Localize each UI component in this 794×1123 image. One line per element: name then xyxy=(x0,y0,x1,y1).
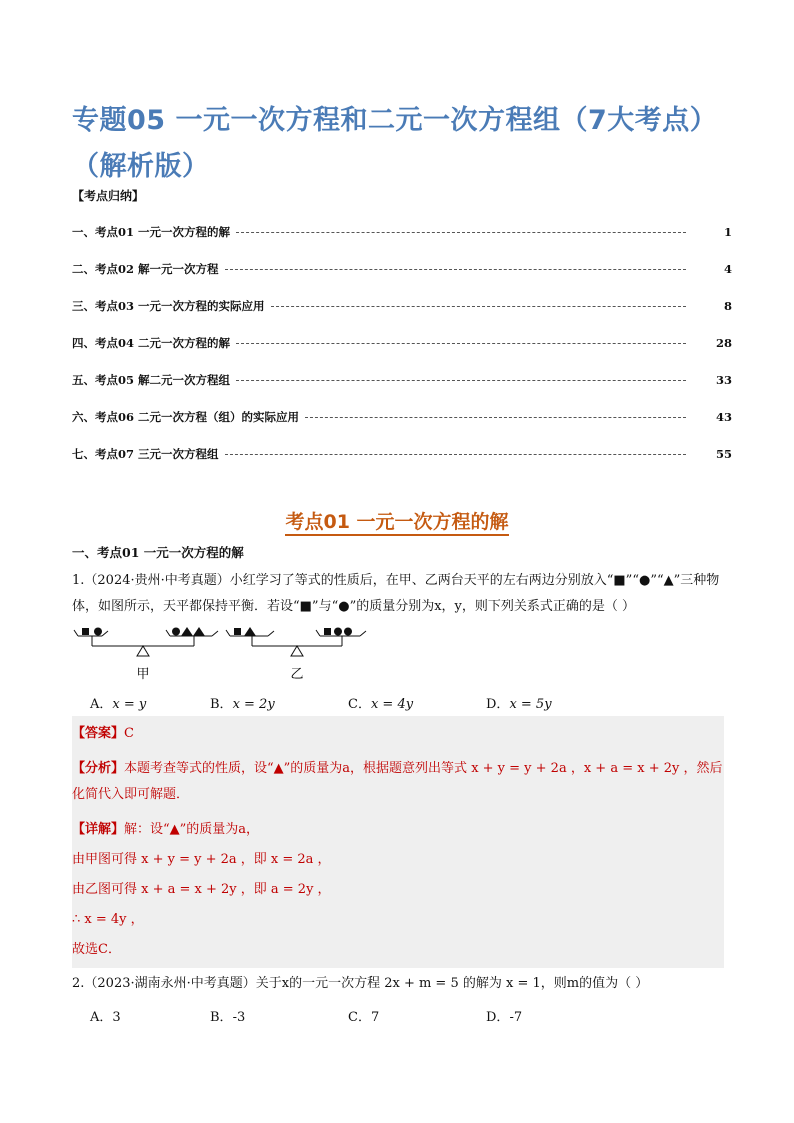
option-letter: A． xyxy=(90,697,113,712)
option-expr: 3 xyxy=(112,1010,121,1025)
toc-label: 五、考点05 解二元一次方程组 xyxy=(72,373,231,387)
detail-line-3: 由乙图可得 x + a = x + 2y ，即 a = 2y ， xyxy=(72,882,331,897)
circle-shape xyxy=(344,628,352,636)
option-letter: B． xyxy=(210,697,233,712)
question-1-text: 1.（2024·贵州·中考真题）小红学习了等式的性质后，在甲、乙两台天平的左右两边分别放入“■”“●”“▲”三种物体，如图所示，天平都保持平衡．若设“■”与“●”的质量分别为x，y，则下列关系式正确的是（ ） xyxy=(72,573,720,614)
option-letter: A． xyxy=(90,1010,113,1025)
document-title xyxy=(72,98,752,190)
option-expr: x = 5y xyxy=(509,697,552,712)
question-2-text: 2.（2023·湖南永州·中考真题）关于x的一元一次方程 2x + m = 5 的解为 x = 1，则m的值为（ ） xyxy=(72,976,649,991)
toc-leader xyxy=(236,380,686,381)
toc-row[interactable] xyxy=(72,335,732,372)
balance-jia xyxy=(74,627,218,682)
toc-leader xyxy=(271,306,686,307)
detail-line-2: 由甲图可得 x + y = y + 2a ，即 x = 2a ， xyxy=(72,852,331,867)
toc-label: 三、考点03 一元一次方程的实际应用 xyxy=(72,299,265,313)
answer-value: C xyxy=(124,726,134,741)
detail-line-4: ∴ x = 4y ， xyxy=(72,912,144,927)
toc-leader xyxy=(305,417,686,418)
toc-page-number: 28 xyxy=(715,336,732,350)
triangle-shape xyxy=(244,627,256,636)
sub-heading: 一、考点01 一元一次方程的解 xyxy=(72,545,244,560)
toc-page-number: 4 xyxy=(723,262,732,276)
toc-page-number: 33 xyxy=(715,373,732,387)
square-shape xyxy=(82,628,89,635)
toc-label: 六、考点06 二元一次方程（组）的实际应用 xyxy=(72,410,300,424)
figure-label-jia: 甲 xyxy=(136,667,150,682)
toc-leader xyxy=(236,343,686,344)
option-expr: -7 xyxy=(509,1010,523,1025)
option-d[interactable] xyxy=(486,693,552,712)
option-a[interactable] xyxy=(90,1006,121,1025)
solution-box xyxy=(72,716,724,968)
toc-page-number: 8 xyxy=(723,299,732,313)
option-expr: x = 4y xyxy=(370,697,414,712)
option-b[interactable] xyxy=(210,1006,245,1025)
option-letter: D． xyxy=(486,1010,510,1025)
toc-leader xyxy=(225,269,686,270)
summary-heading: 【考点归纳】 xyxy=(72,189,145,203)
toc-leader xyxy=(236,232,686,233)
circle-shape xyxy=(172,628,180,636)
option-expr: x = 2y xyxy=(232,697,275,712)
toc-row[interactable] xyxy=(72,298,732,335)
toc-row[interactable] xyxy=(72,446,732,483)
toc-row[interactable] xyxy=(72,261,732,298)
detail-line-5: 故选C． xyxy=(72,942,121,957)
triangle-shape xyxy=(181,627,193,636)
option-letter: B． xyxy=(210,1010,233,1025)
option-c[interactable] xyxy=(348,1006,379,1025)
toc-label: 四、考点04 二元一次方程的解 xyxy=(72,336,231,350)
analysis-line xyxy=(72,756,724,808)
option-b[interactable] xyxy=(210,693,275,712)
balance-scales-figure xyxy=(72,624,372,684)
option-letter: D． xyxy=(486,697,510,712)
circle-shape xyxy=(94,628,102,636)
section-title-text: 考点01 一元一次方程的解 xyxy=(285,511,508,536)
analysis-tag: 【分析】 xyxy=(72,761,125,776)
option-letter: C． xyxy=(348,697,371,712)
toc-row[interactable] xyxy=(72,224,732,261)
figure-label-yi: 乙 xyxy=(290,667,304,682)
question-2-options xyxy=(90,1006,690,1030)
answer-line xyxy=(72,724,724,744)
answer-tag: 【答案】 xyxy=(72,726,125,741)
detail-line xyxy=(72,820,724,840)
square-shape xyxy=(234,628,241,635)
toc-label: 七、考点07 三元一次方程组 xyxy=(72,447,219,461)
section-title xyxy=(0,507,794,534)
title-line-1: 专题05 一元一次方程和二元一次方程组（7大考点） xyxy=(72,105,718,136)
question-1-options xyxy=(90,693,690,717)
detail-tag: 【详解】 xyxy=(72,822,125,837)
analysis-text: 本题考查等式的性质，设“▲”的质量为a，根据题意列出等式 x + y = y + 2a ，x + a = x + 2y ，然后化简代入即可解题． xyxy=(72,761,723,802)
toc-label: 一、考点01 一元一次方程的解 xyxy=(72,225,231,239)
option-c[interactable] xyxy=(348,693,413,712)
option-letter: C． xyxy=(348,1010,371,1025)
circle-shape xyxy=(334,628,342,636)
option-a[interactable] xyxy=(90,693,146,712)
triangle-shape xyxy=(193,627,205,636)
option-expr: 7 xyxy=(370,1010,380,1025)
detail-line-1: 解：设“▲”的质量为a， xyxy=(124,822,260,837)
option-d[interactable] xyxy=(486,1006,522,1025)
title-line-2: （解析版） xyxy=(72,151,210,182)
toc-page-number: 43 xyxy=(715,410,732,424)
toc-page-number: 55 xyxy=(715,447,732,461)
toc-row[interactable] xyxy=(72,409,732,446)
toc-label: 二、考点02 解一元一次方程 xyxy=(72,262,219,276)
table-of-contents xyxy=(72,224,732,483)
option-expr: -3 xyxy=(232,1010,246,1025)
balance-yi xyxy=(226,627,366,682)
option-expr: x = y xyxy=(112,697,147,712)
toc-page-number: 1 xyxy=(723,225,732,239)
square-shape xyxy=(324,628,331,635)
fulcrum-shape xyxy=(291,646,303,656)
fulcrum-shape xyxy=(137,646,149,656)
toc-leader xyxy=(225,454,686,455)
toc-row[interactable] xyxy=(72,372,732,409)
